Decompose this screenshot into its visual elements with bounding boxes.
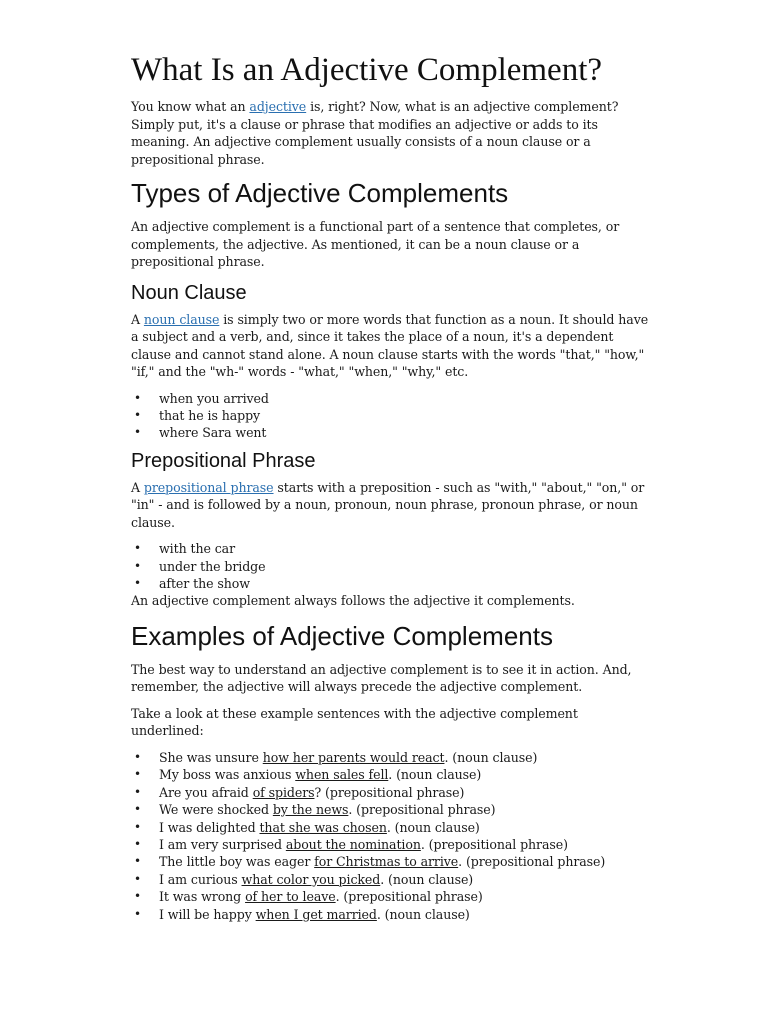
- adjective-complement: for Christmas to arrive: [314, 854, 459, 870]
- adjective-complement: of spiders: [252, 784, 315, 800]
- adjective-complement: what color you picked: [241, 871, 381, 887]
- prepositional-phrase-list: [131, 540, 651, 592]
- example-type: . (noun clause): [388, 767, 482, 783]
- example-text: She was unsure: [159, 749, 263, 765]
- example-text: The little boy was eager: [159, 854, 315, 870]
- prepositional-phrase-heading: Prepositional Phrase: [131, 449, 316, 472]
- adjective-complement: by the news: [272, 802, 349, 818]
- intro-paragraph: [131, 98, 651, 168]
- noun-clause-text: A: [131, 311, 144, 327]
- prep-phrase-text: A: [131, 479, 144, 495]
- page-title: What Is an Adjective Complement?: [131, 52, 603, 88]
- follow-rule-paragraph: An adjective complement always follows the adjective it complements.: [131, 593, 575, 609]
- adjective-complement: when sales fell: [295, 767, 389, 783]
- adjective-complement: when I get married: [255, 906, 377, 922]
- examples-heading: Examples of Adjective Complements: [131, 620, 553, 651]
- list-item: • that he is happy: [131, 407, 651, 424]
- example-type: . (prepositional phrase): [458, 854, 606, 870]
- list-item: • with the car: [131, 540, 651, 557]
- prep-phrase-text-rest: starts with a preposition - such as "with," "about," "on," or "in" - and is followed by a noun, pronoun, noun phrase, pronoun phrase, or noun clause.: [131, 479, 645, 530]
- noun-clause-text-rest: is simply two or more words that function as a noun. It should have a subject and a verb, and, since it takes the place of a noun, it's a dependent clause and cannot stand alone. A noun clause starts with the words "that," "how," "if," and the "wh-" words - "what," "when," "why," etc.: [131, 311, 649, 379]
- examples-paragraph-2: Take a look at these example sentences with the adjective complement underlined:: [131, 705, 578, 739]
- example-item: [131, 888, 651, 905]
- list-item: • after the show: [131, 575, 651, 592]
- example-item: [131, 871, 651, 888]
- example-text: Are you afraid: [159, 784, 253, 800]
- example-type: . (noun clause): [380, 871, 474, 887]
- adjective-complement: about the nomination: [285, 836, 421, 852]
- example-item: [131, 766, 651, 783]
- intro-text-rest: is, right? Now, what is an adjective complement? Simply put, it's a clause or phrase that modifies an adjective or adds to its meaning. An adjective complement usually consists of a noun clause or a prepositional phrase.: [131, 99, 619, 167]
- example-text: I will be happy: [159, 906, 256, 922]
- article: [131, 48, 651, 929]
- example-item: [131, 784, 651, 801]
- example-item: [131, 906, 651, 923]
- adjective-complement: of her to leave: [245, 889, 336, 905]
- example-item: [131, 853, 651, 870]
- list-item: • when you arrived: [131, 390, 651, 407]
- adjective-complement: that she was chosen: [259, 819, 387, 835]
- example-text: I am very surprised: [159, 836, 286, 852]
- noun-clause-list: [131, 390, 651, 442]
- example-text: I was delighted: [159, 819, 260, 835]
- list-item: • where Sara went: [131, 424, 651, 441]
- examples-paragraph-1: The best way to understand an adjective complement is to see it in action. And, remember, the adjective will always precede the adjective complement.: [131, 661, 632, 695]
- examples-list: [131, 749, 651, 923]
- example-type: . (noun clause): [386, 819, 480, 835]
- example-item: [131, 801, 651, 818]
- example-text: It was wrong: [159, 889, 246, 905]
- prepositional-phrase-link[interactable]: prepositional phrase: [143, 479, 274, 495]
- example-text: I am curious: [159, 871, 242, 887]
- noun-clause-paragraph: [131, 311, 651, 381]
- example-item: [131, 749, 651, 766]
- adjective-complement: how her parents would react: [262, 749, 445, 765]
- adjective-link[interactable]: adjective: [249, 99, 307, 114]
- example-type: . (prepositional phrase): [348, 802, 496, 818]
- noun-clause-heading: Noun Clause: [131, 281, 247, 304]
- example-type: ? (prepositional phrase): [314, 784, 465, 800]
- example-item: [131, 836, 651, 853]
- types-heading: Types of Adjective Complements: [131, 178, 509, 208]
- example-type: . (prepositional phrase): [335, 889, 483, 905]
- noun-clause-link[interactable]: noun clause: [143, 311, 220, 327]
- list-item: • under the bridge: [131, 558, 651, 575]
- example-type: . (noun clause): [376, 906, 470, 922]
- example-text: We were shocked: [159, 802, 273, 818]
- example-type: . (noun clause): [444, 749, 538, 765]
- example-type: . (prepositional phrase): [420, 836, 568, 852]
- prepositional-phrase-paragraph: [131, 479, 651, 532]
- example-text: My boss was anxious: [159, 767, 296, 783]
- example-item: [131, 819, 651, 836]
- types-paragraph: An adjective complement is a functional part of a sentence that completes, or complements, the adjective. As mentioned, it can be a noun clause or a prepositional phrase.: [131, 219, 620, 269]
- intro-text: You know what an: [131, 99, 250, 114]
